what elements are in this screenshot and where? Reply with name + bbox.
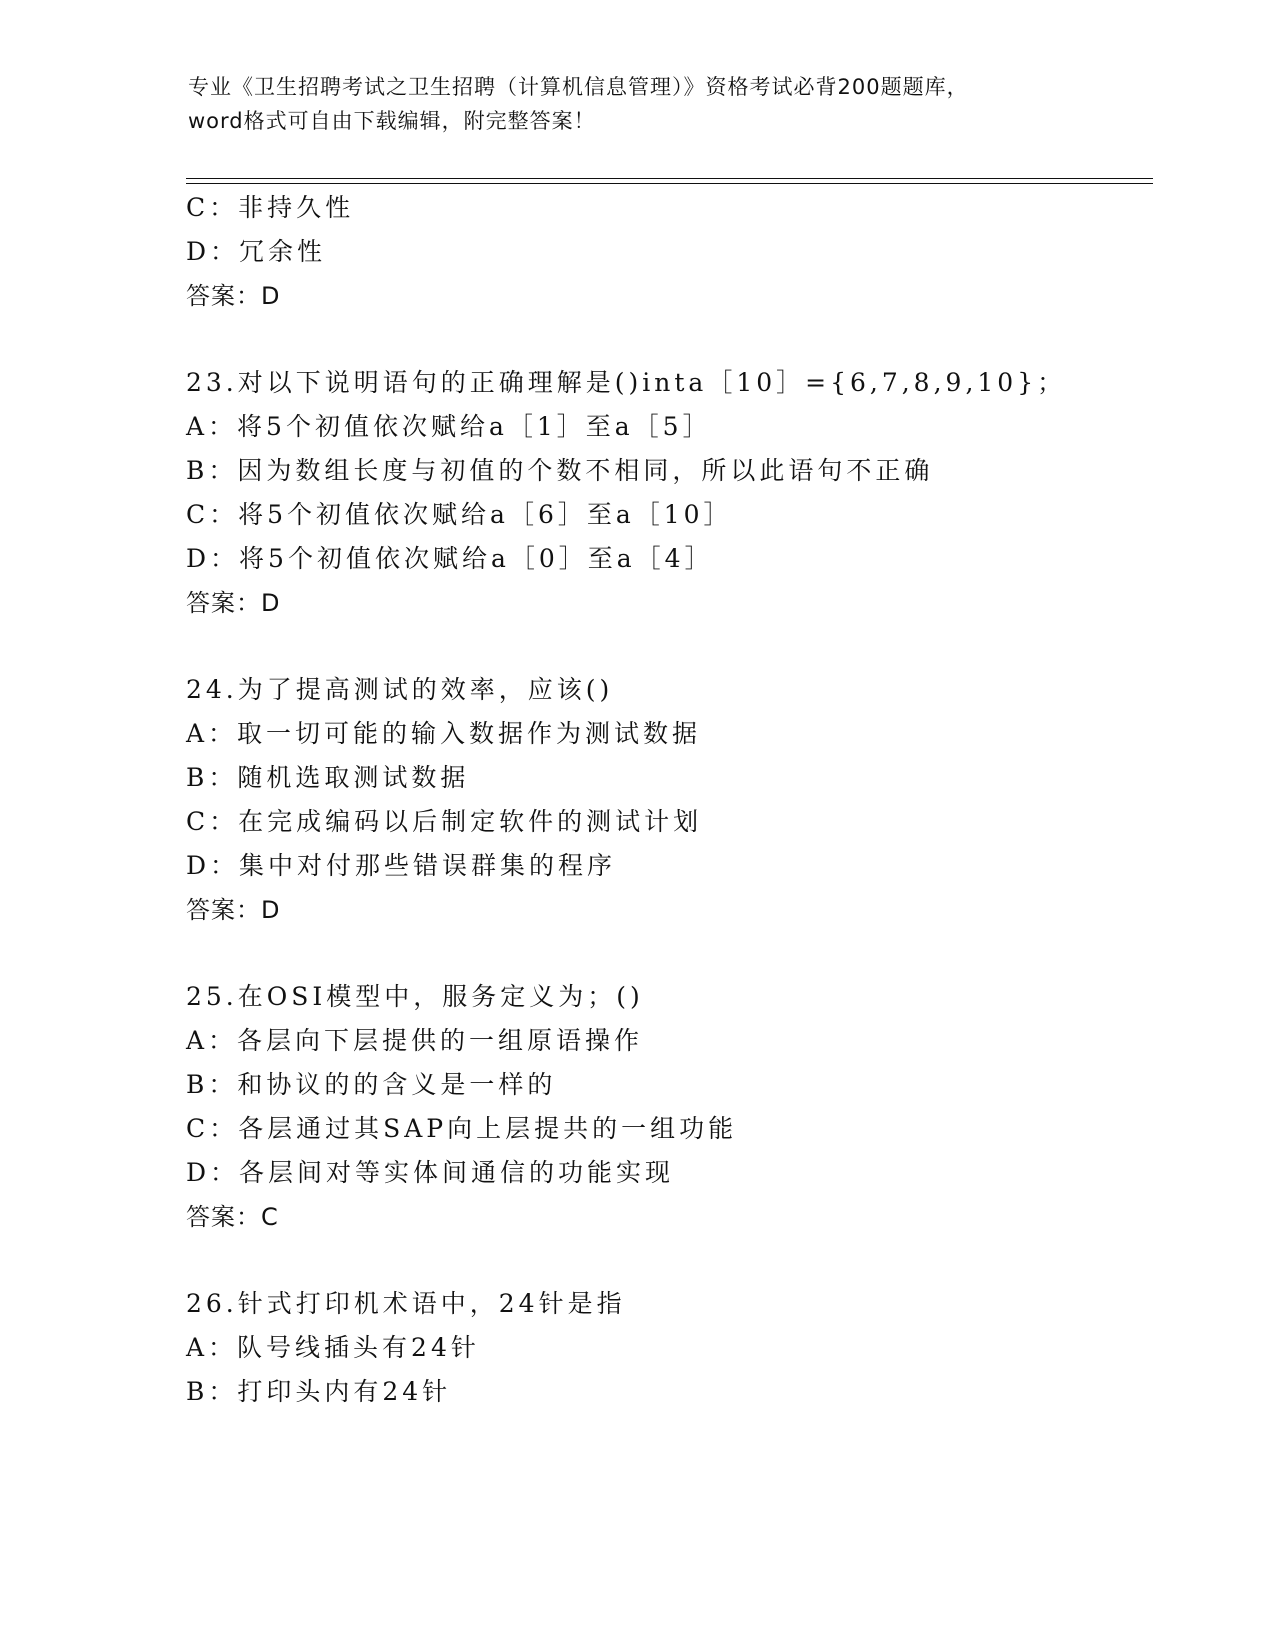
q23-stem: 23.对以下说明语句的正确理解是()inta［10］={6,7,8,9,10}； bbox=[186, 368, 1067, 397]
q23-option-a: A：将5个初值依次赋给a［1］至a［5］ bbox=[186, 412, 712, 441]
q24-option-b: B：随机选取测试数据 bbox=[186, 763, 470, 792]
q25-option-b: B：和协议的的含义是一样的 bbox=[186, 1070, 557, 1099]
header-line-1: 专业《卫生招聘考试之卫生招聘（计算机信息管理）》资格考试必背200题题库， bbox=[188, 75, 969, 99]
q23-option-c: C：将5个初值依次赋给a［6］至a［10］ bbox=[186, 500, 733, 529]
q24-option-a: A：取一切可能的输入数据作为测试数据 bbox=[186, 719, 702, 748]
q23-option-d: D：将5个初值依次赋给a［0］至a［4］ bbox=[186, 544, 714, 573]
q23-option-b: B：因为数组长度与初值的个数不相同，所以此语句不正确 bbox=[186, 456, 934, 485]
q24-stem: 24.为了提高测试的效率，应该() bbox=[186, 675, 614, 704]
prev-option-c: C：非持久性 bbox=[186, 193, 355, 222]
q26-stem: 26.针式打印机术语中，24针是指 bbox=[186, 1289, 626, 1318]
prev-answer: 答案：D bbox=[186, 282, 281, 310]
q25-stem: 25.在OSI模型中，服务定义为；() bbox=[186, 982, 644, 1011]
q24-option-c: C：在完成编码以后制定软件的测试计划 bbox=[186, 807, 703, 836]
header-line-2: word格式可自由下载编辑，附完整答案！ bbox=[188, 109, 596, 133]
q26-option-b: B：打印头内有24针 bbox=[186, 1377, 452, 1406]
document-header bbox=[188, 70, 1088, 138]
q25-answer: 答案：C bbox=[186, 1203, 279, 1231]
q26-option-a: A：队号线插头有24针 bbox=[186, 1333, 480, 1362]
q25-option-c: C：各层通过其SAP向上层提共的一组功能 bbox=[186, 1114, 738, 1143]
q25-option-a: A：各层向下层提供的一组原语操作 bbox=[186, 1026, 644, 1055]
q24-answer: 答案：D bbox=[186, 896, 281, 924]
q25-option-d: D：各层间对等实体间通信的功能实现 bbox=[186, 1158, 675, 1187]
header-divider-top bbox=[186, 178, 1153, 179]
prev-option-d: D：冗余性 bbox=[186, 237, 327, 266]
q23-answer: 答案：D bbox=[186, 589, 281, 617]
header-divider-bottom bbox=[186, 183, 1153, 184]
q24-option-d: D：集中对付那些错误群集的程序 bbox=[186, 851, 617, 880]
